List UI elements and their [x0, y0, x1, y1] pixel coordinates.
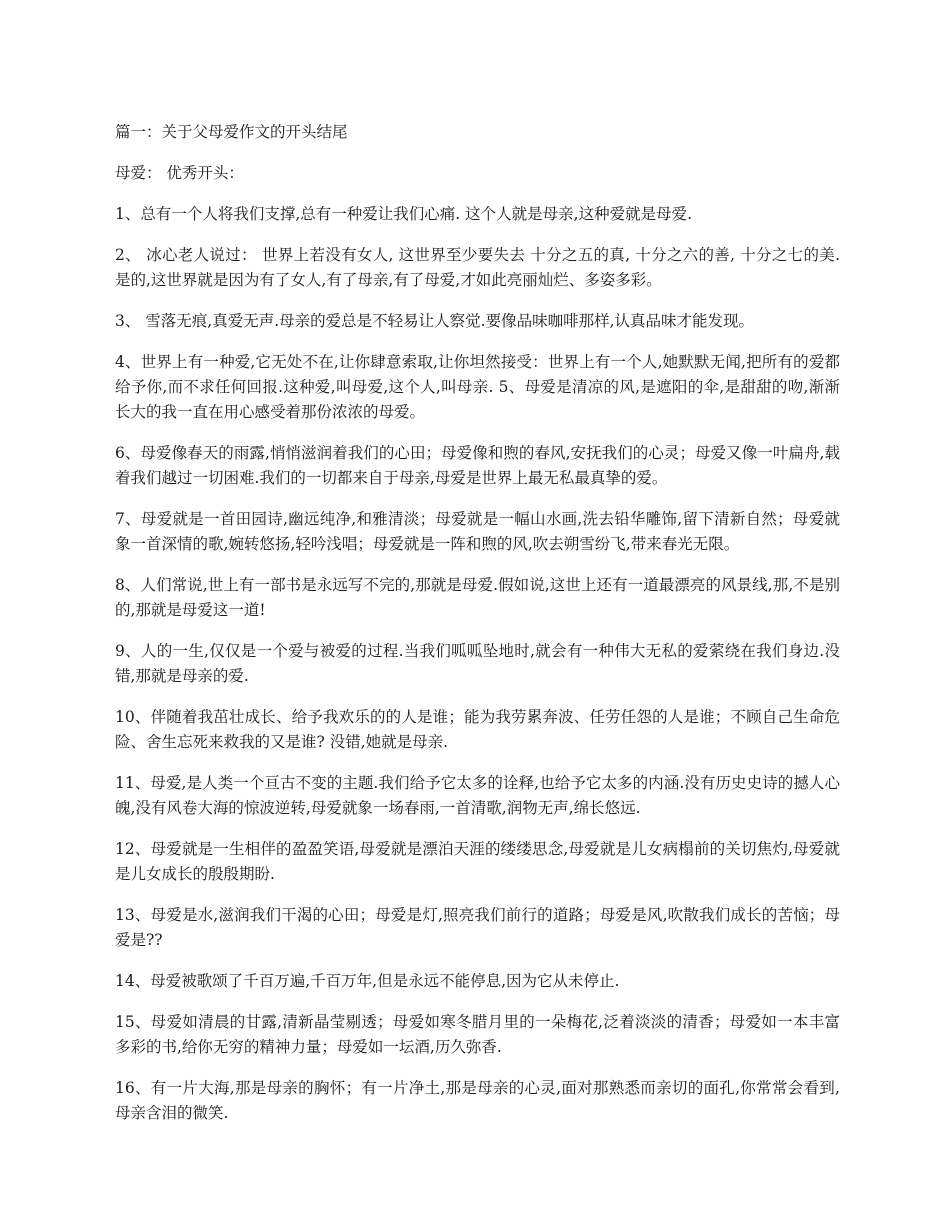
document-page	[115, 120, 840, 1142]
paragraph-7: 7、母爱就是一首田园诗,幽远纯净,和雅清淡；母爱就是一幅山水画,洗去铅华雕饰,留下清新自然；母爱就象一首深情的歌,婉转悠扬,轻吟浅唱；母爱就是一阵和煦的风,吹去朔雪纷飞,带来春光无限。	[115, 510, 840, 553]
paragraph-9: 9、人的一生,仅仅是一个爱与被爱的过程.当我们呱呱坠地时,就会有一种伟大无私的爱萦绕在我们身边.没错,那就是母亲的爱.	[115, 642, 840, 685]
paragraph-15: 15、母爱如清晨的甘露,清新晶莹剔透；母爱如寒冬腊月里的一朵梅花,泛着淡淡的清香；母爱如一本丰富多彩的书,给你无穷的精神力量；母爱如一坛酒,历久弥香.	[115, 1013, 840, 1056]
paragraph-6: 6、母爱像春天的雨露,悄悄滋润着我们的心田；母爱像和煦的春风,安抚我们的心灵；母爱又像一叶扁舟,载着我们越过一切困难.我们的一切都来自于母亲,母爱是世界上最无私最真挚的爱。	[115, 444, 840, 487]
paragraph-13: 13、母爱是水,滋润我们干渴的心田；母爱是灯,照亮我们前行的道路；母爱是风,吹散我们成长的苦恼；母爱是??	[115, 906, 840, 949]
paragraph-12: 12、母爱就是一生相伴的盈盈笑语,母爱就是漂泊天涯的缕缕思念,母爱就是儿女病榻前的关切焦灼,母爱就是儿女成长的殷殷期盼.	[115, 840, 840, 883]
paragraph-1: 1、总有一个人将我们支撑,总有一种爱让我们心痛. 这个人就是母亲,这种爱就是母爱.	[115, 205, 692, 223]
paragraph-14: 14、母爱被歌颂了千百万遍,千百万年,但是永远不能停息,因为它从未停止.	[115, 972, 620, 990]
paragraph-8: 8、人们常说,世上有一部书是永远写不完的,那就是母爱.假如说,这世上还有一道最漂亮的风景线,那,不是别的,那就是母爱这一道!	[115, 576, 840, 619]
paragraph-10: 10、伴随着我茁壮成长、给予我欢乐的的人是谁；能为我劳累奔波、任劳任怨的人是谁；不顾自己生命危险、舍生忘死来救我的又是谁? 没错,她就是母亲.	[115, 708, 840, 751]
section-label: 母爱： 优秀开头：	[115, 164, 244, 182]
paragraph-4: 4、世界上有一种爱,它无处不在,让你肆意索取,让你坦然接受：世界上有一个人,她默默无闻,把所有的爱都给予你,而不求任何回报.这种爱,叫母爱,这个人,叫母亲. 5、母爱是清凉的风,是遮阳的伞,是甜甜的吻,渐渐长大的我一直在用心感受着那份浓浓的母爱。	[115, 353, 840, 421]
paragraph-11: 11、母爱,是人类一个亘古不变的主题.我们给予它太多的诠释,也给予它太多的内涵.没有历史史诗的撼人心魄,没有风卷大海的惊波逆转,母爱就象一场春雨,一首清歌,润物无声,绵长悠远.	[115, 774, 840, 817]
paragraph-2: 2、 冰心老人说过： 世界上若没有女人, 这世界至少要失去 十分之五的真, 十分之六的善, 十分之七的美. 是的,这世界就是因为有了女人,有了母亲,有了母爱,才如此亮丽灿烂、多姿多彩。	[115, 246, 840, 289]
paragraph-3: 3、 雪落无痕,真爱无声.母亲的爱总是不轻易让人察觉.要像品味咖啡那样,认真品味才能发现。	[115, 312, 754, 330]
document-title: 篇一：关于父母爱作文的开头结尾	[115, 123, 348, 141]
paragraph-16: 16、有一片大海,那是母亲的胸怀；有一片净土,那是母亲的心灵,面对那熟悉而亲切的面孔,你常常会看到,母亲含泪的微笑.	[115, 1079, 840, 1122]
